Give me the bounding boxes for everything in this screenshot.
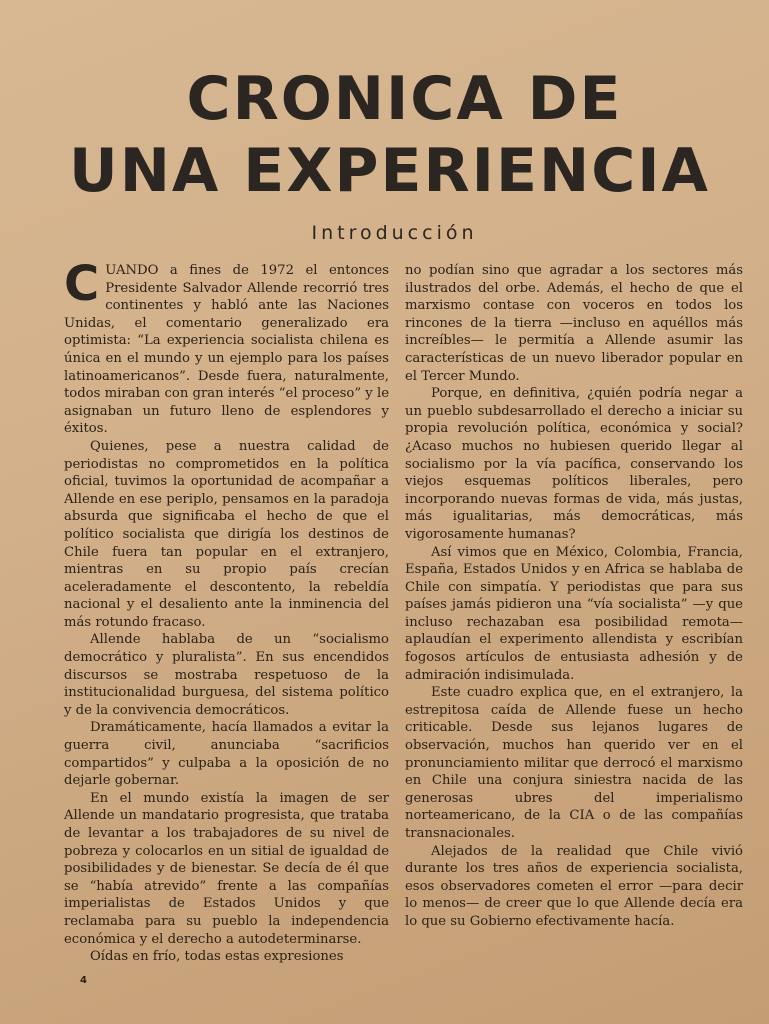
paragraph: Porque, en definitiva, ¿quién podría negar a un pueblo subdesarrollado el derecho a iniciar su propia revolución política, económica y social? ¿Acaso muchos no hubiesen querido llegar al socialismo por la vía pacífica, conservando los viejos esquemas políticos liberales, pero incorporando nuevas formas de vida, más justas, más igualitarias, más democráticas, más vigorosamente humanas? <box>405 386 743 542</box>
paragraph: Quienes, pese a nuestra calidad de periodistas no comprometidos en la política oficial, tuvimos la oportunidad de acompañar a Allende en ese periplo, pensamos en la paradoja absurda que significaba el hecho de que el político socialista que dirigía los destinos de Chile fuera tan popular en el extranjero, mientras en su propio país crecían aceleradamente el descontento, la rebeldía nacional y el desaliento ante la inminencia del más rotundo fracaso. <box>64 438 389 630</box>
paragraph: Oídas en frío, todas estas expresiones <box>90 949 344 965</box>
right-column <box>405 262 743 931</box>
page-number: 4 <box>80 975 87 986</box>
drop-cap: C <box>64 256 100 312</box>
paragraph: En el mundo existía la imagen de ser Allende un mandatario progresista, que trataba de levantar a los trabajadores de su nivel de pobreza y colocarlos en un sitial de igualdad de posibilidades y de bienestar. Se decía de él que se “había atrevido” frente a las compañías imperialistas de Estados Unidos y que reclamaba para su pueblo la independencia económica y el derecho a autodeterminarse. <box>64 790 389 947</box>
paragraph: Dramáticamente, hacía llamados a evitar la guerra civil, anunciaba “sacrificios compartidos” y culpaba a la oposición de no dejarle gobernar. <box>64 720 389 789</box>
paragraph: Alejados de la realidad que Chile vivió durante los tres años de experiencia socialista, esos observadores cometen el error —para decir lo menos— de creer que lo que Allende decía era lo que su Gobierno efectivamente hacía. <box>405 843 743 929</box>
paragraph: CUANDO a fines de 1972 el entonces Presidente Salvador Allende recorrió tres continentes y habló ante las Naciones Unidas, el comentario generalizado era optimista: “La experiencia socialista chilena es única en el mundo y un ejemplo para los países latinoamericanos”. Desde fuera, naturalmente, todos miraban con gran interés “el proceso” y le asignaban un futuro lleno de esplendores y éxitos. <box>64 256 389 437</box>
title-line-1: CRONICA DE <box>186 64 623 135</box>
article-title <box>0 64 769 207</box>
title-line-2: UNA EXPERIENCIA <box>69 136 710 207</box>
paragraph: no podían sino que agradar a los sectores más ilustrados del orbe. Además, el hecho de que el marxismo contase con voceros en todos los rincones de la tierra —incluso en aquéllos más increíbles— le permitía a Allende asumir las características de un nuevo liberador popular en el Tercer Mundo. <box>405 263 743 384</box>
left-column <box>64 256 389 966</box>
paragraph: Este cuadro explica que, en el extranjero, la estrepitosa caída de Allende fuese un hecho criticable. Desde sus lejanos lugares de observación, muchos han querido ver en el pronunciamiento militar que derrocó el marxismo en Chile una conjura siniestra nacida de las generosas ubres del imperialismo norteamericano, de la CIA o de las compañías transnacionales. <box>405 685 743 841</box>
section-subtitle: Introducción <box>311 222 478 244</box>
paragraph: Así vimos que en México, Colombia, Francia, España, Estados Unidos y en Africa se hablaba de Chile con simpatía. Y periodistas que para sus países jamás pidieron una “vía socialista” —y que incluso rechazaban esa posibilidad remota— aplaudían el experimento allendista y escribían fogosos artículos de entusiasta adhesión y de admiración indisimulada. <box>405 544 743 683</box>
paragraph: Allende hablaba de un “socialismo democrático y pluralista”. En sus encendidos discursos se mostraba respetuoso de la institucionalidad burguesa, del sistema político y de la convivencia democráticos. <box>64 632 389 718</box>
